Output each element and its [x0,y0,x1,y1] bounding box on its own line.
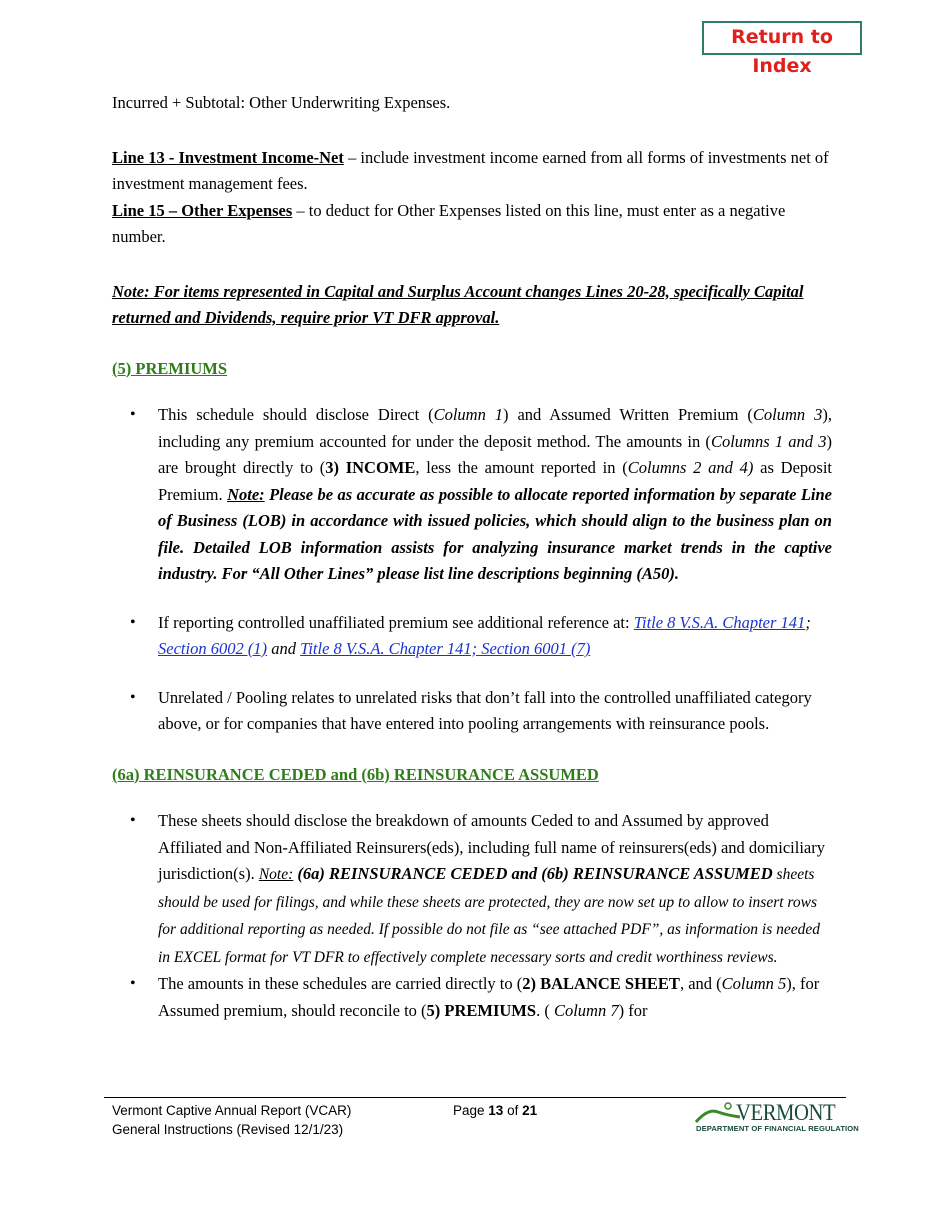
footer-divider [104,1097,846,1098]
list-item: • Unrelated / Pooling relates to unrelated risks that don’t fall into the controlled unaffiliated category above, or for companies that have entered into pooling arrangements with reinsurance pools. [112,685,832,738]
reinsurance-heading: (6a) REINSURANCE CEDED and (6b) REINSURANCE ASSUMED [112,764,599,784]
list-item: • These sheets should disclose the breakdown of amounts Ceded to and Assumed by approved Affiliated and Non-Affiliated Reinsurers(eds), including full name of reinsurers(eds) and domiciliary jurisdiction(s). Note: (6a) REINSURANCE CEDED and (6b) REINSURANCE ASSUMED sheets should be used for filings, and while these sheets are protected, they are now set up to allow to insert rows for additional reporting as needed. If possible do not file as “see attached PDF”, as information is needed in EXCEL format for VT DFR to effectively complete necessary sorts and credit worthiness reviews. [112,808,832,971]
page-number: Page 13 of 21 [453,1103,538,1118]
reinsurance-list [112,808,832,1024]
logo-subtitle: DEPARTMENT OF FINANCIAL REGULATION [696,1124,859,1133]
line15-text: – to deduct for Other Expenses listed on this line, must enter as a negative number. [112,200,786,246]
capital-note: Note: For items represented in Capital and Surplus Account changes Lines 20-28, specifically Capital returned and Dividends, require prior VT DFR approval. [112,281,804,327]
section-6002-link[interactable]: Section 6002 (1) [158,639,268,658]
premiums-list [112,402,832,738]
title8-chapter141-link[interactable]: Title 8 V.S.A. Chapter 141 [633,612,806,632]
premiums-heading: (5) PREMIUMS [112,358,228,378]
footer-left [112,1101,351,1139]
vermont-dfr-logo [694,1100,859,1136]
document-body [112,90,832,1024]
line13-paragraph [112,145,832,198]
section-6001-link[interactable]: Title 8 V.S.A. Chapter 141; Section 6001 (7) [300,639,591,658]
list-item: • This schedule should disclose Direct (Column 1) and Assumed Written Premium (Column 3), including any premium accounted for under the deposit method. The amounts in (Columns 1 and 3) are brought directly to (3) INCOME, less the amount reported in (Columns 2 and 4) as Deposit Premium. Note: Please be as accurate as possible to allocate reported information by separate Line of Business (LOB) in accordance with issued policies, which should align to the business plan on file. Detailed LOB information assists for analyzing insurance market trends in the captive industry. For “All Other Lines” please list line descriptions beginning (A50). [112,402,832,588]
footer-revision: General Instructions (Revised 12/1/23) [112,1122,344,1137]
intro-line: Incurred + Subtotal: Other Underwriting Expenses. [112,93,451,112]
list-item: • The amounts in these schedules are carried directly to (2) BALANCE SHEET, and (Column 5), for Assumed premium, should reconcile to (5) PREMIUMS. ( Column 7) for [112,971,832,1024]
return-to-index-button[interactable]: Return to Index [702,21,862,55]
footer-report-name: Vermont Captive Annual Report (VCAR) [112,1103,352,1118]
list-item: • If reporting controlled unaffiliated premium see additional reference at: Title 8 V.S.A. Chapter 141; Section 6002 (1) and Title 8 V.S.A. Chapter 141; Section 6001 (7) [112,610,832,663]
line15-label: Line 15 – Other Expenses [112,200,293,220]
line15-paragraph [112,198,832,251]
line13-text: – include investment income earned from all forms of investments net of investment management fees. [112,147,829,193]
logo-word: VERMONT [736,1100,836,1125]
mountain-icon [694,1100,742,1124]
line13-label: Line 13 - Investment Income-Net [112,147,344,167]
